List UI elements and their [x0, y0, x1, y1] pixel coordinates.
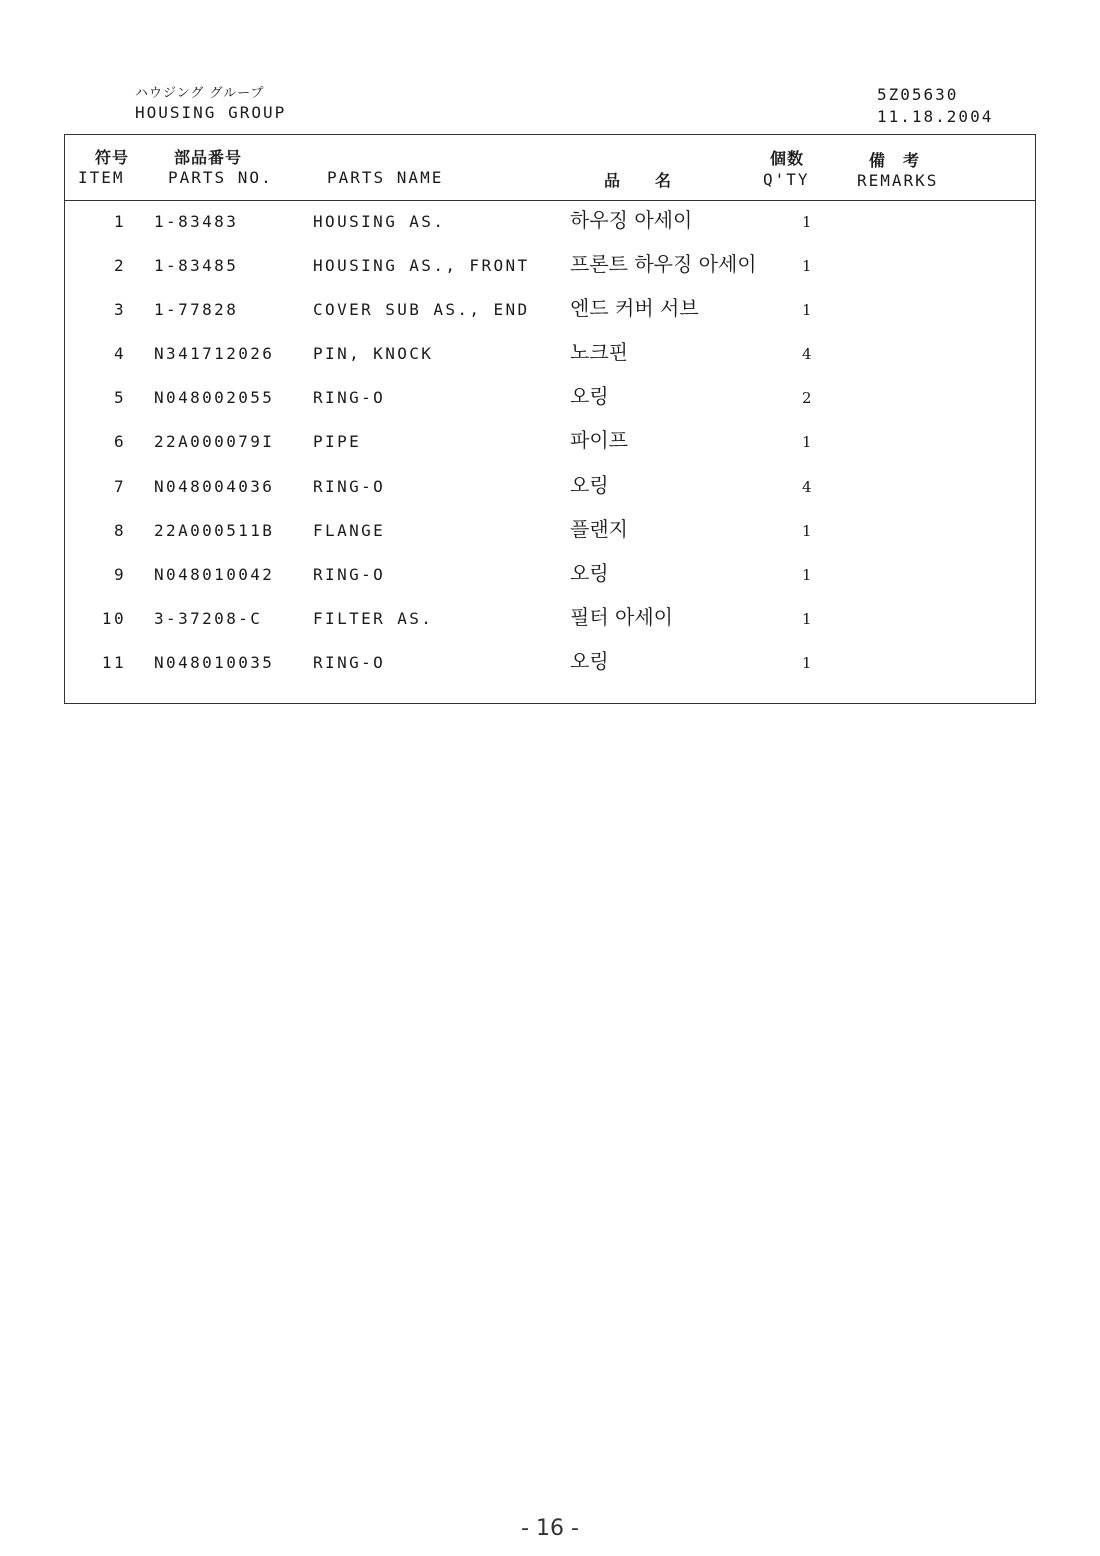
row-item: 9 [113, 565, 126, 584]
table-row [64, 340, 1036, 387]
title-english: HOUSING GROUP [135, 103, 287, 122]
header-qty: Q'TY [763, 170, 810, 189]
row-item: 4 [113, 344, 126, 363]
row-parts-no: N048002055 [154, 388, 275, 407]
row-parts-name: RING-O [313, 388, 386, 407]
row-parts-no: N048010042 [154, 565, 275, 584]
row-item: 7 [113, 477, 126, 496]
row-parts-name: RING-O [313, 565, 386, 584]
row-item: 8 [113, 521, 126, 540]
header-parts-no-kanji: 部品番号 [174, 148, 243, 167]
row-name-korean: 노크핀 [570, 340, 628, 364]
row-name-korean: 하우징 아세이 [570, 208, 693, 232]
document-date: 11.18.2004 [877, 107, 994, 126]
row-qty: 1 [802, 213, 812, 231]
row-parts-no: 1-77828 [154, 300, 239, 319]
document-number: 5Z05630 [877, 85, 959, 104]
row-item: 3 [113, 300, 126, 319]
row-parts-no: 1-83485 [154, 256, 239, 275]
row-parts-name: PIPE [313, 432, 362, 451]
row-qty: 4 [802, 345, 812, 363]
row-parts-no: 3-37208-C [154, 609, 263, 628]
table-row [64, 384, 1036, 431]
row-name-korean: 오링 [570, 649, 609, 673]
row-parts-no: 22A000079I [154, 432, 275, 451]
row-name-korean: 필터 아세이 [570, 605, 673, 629]
table-row [64, 296, 1036, 343]
row-item: 10 [101, 609, 126, 628]
row-name-korean: 엔드 커버 서브 [570, 296, 699, 320]
row-parts-no: N048010035 [154, 653, 275, 672]
table-row [64, 517, 1036, 564]
row-qty: 1 [802, 654, 812, 672]
row-name-korean: 오링 [570, 384, 609, 408]
row-qty: 2 [802, 389, 812, 407]
row-parts-no: N341712026 [154, 344, 275, 363]
row-item: 6 [113, 432, 126, 451]
row-item: 5 [113, 388, 126, 407]
row-item: 2 [113, 256, 126, 275]
row-parts-name: HOUSING AS. [313, 212, 446, 231]
row-parts-name: FILTER AS. [313, 609, 434, 628]
header-item: ITEM [78, 168, 125, 187]
header-name-kanji: 品 名 [604, 171, 673, 190]
header-parts-name: PARTS NAME [327, 168, 444, 187]
row-qty: 1 [802, 610, 812, 628]
row-name-korean: 플랜지 [570, 517, 628, 541]
row-item: 1 [113, 212, 126, 231]
header-remarks-kanji: 備 考 [869, 151, 921, 170]
header-remarks: REMARKS [857, 171, 939, 190]
header-item-kanji: 符号 [95, 148, 130, 167]
row-parts-name: COVER SUB AS., END [313, 300, 530, 319]
row-parts-name: FLANGE [313, 521, 386, 540]
row-name-korean: 파이프 [570, 428, 628, 452]
row-parts-name: RING-O [313, 653, 386, 672]
table-row [64, 561, 1036, 608]
row-qty: 1 [802, 566, 812, 584]
row-qty: 4 [802, 478, 812, 496]
row-parts-name: PIN, KNOCK [313, 344, 434, 363]
table-row [64, 428, 1036, 475]
row-name-korean: 프론트 하우징 아세이 [570, 252, 757, 276]
row-name-korean: 오링 [570, 473, 609, 497]
table-row [64, 649, 1036, 696]
page-number: - 16 - [521, 1516, 579, 1541]
table-row [64, 605, 1036, 652]
row-qty: 1 [802, 257, 812, 275]
row-qty: 1 [802, 433, 812, 451]
row-parts-name: HOUSING AS., FRONT [313, 256, 530, 275]
title-japanese: ハウジング グループ [135, 86, 265, 101]
header-parts-no: PARTS NO. [168, 168, 273, 187]
header-qty-kanji: 個数 [770, 149, 805, 168]
row-name-korean: 오링 [570, 561, 609, 585]
row-parts-name: RING-O [313, 477, 386, 496]
row-qty: 1 [802, 301, 812, 319]
table-row [64, 208, 1036, 255]
row-qty: 1 [802, 522, 812, 540]
table-row [64, 252, 1036, 299]
row-parts-no: 1-83483 [154, 212, 239, 231]
header-separator [64, 200, 1036, 201]
row-parts-no: 22A000511B [154, 521, 275, 540]
row-parts-no: N048004036 [154, 477, 275, 496]
table-row [64, 473, 1036, 520]
row-item: 11 [101, 653, 126, 672]
